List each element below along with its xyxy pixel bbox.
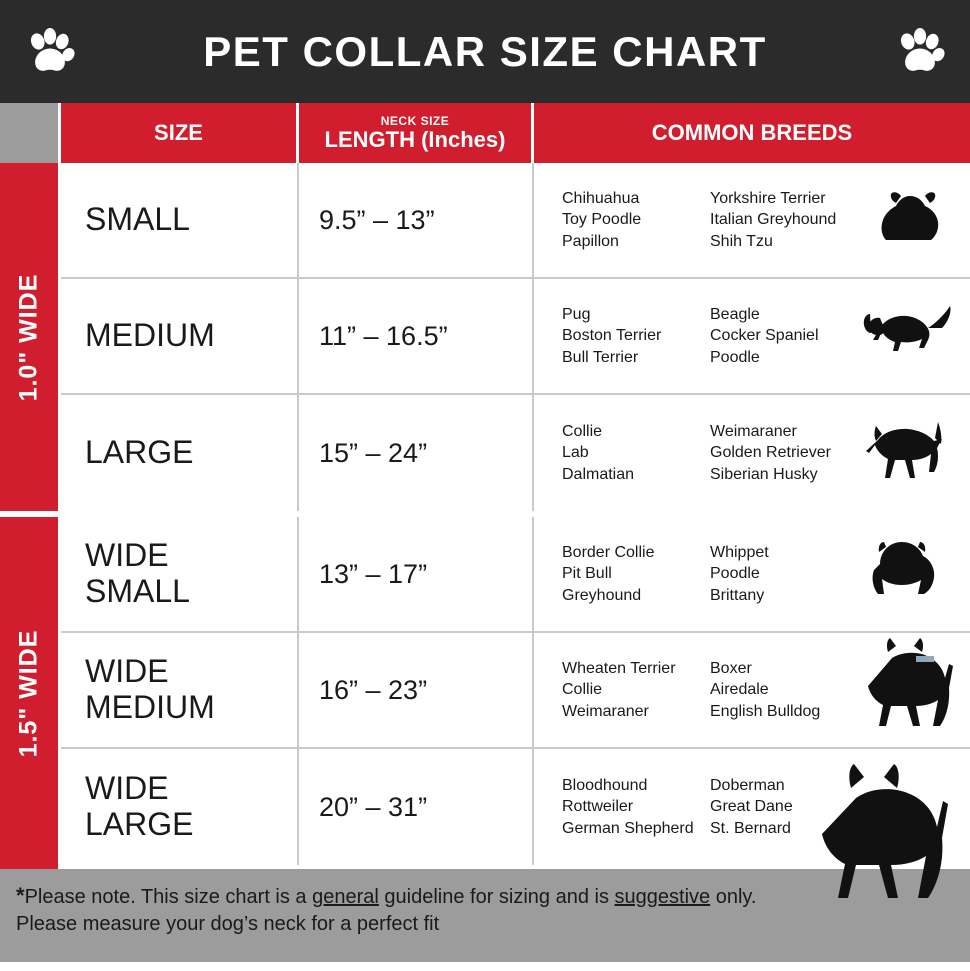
breed-item: Border Collie xyxy=(562,544,655,562)
row-size-cell xyxy=(61,749,299,865)
breed-item: Beagle xyxy=(710,306,760,324)
footer-text-c: only. xyxy=(710,886,757,908)
row-length-cell: 9.5” – 13” xyxy=(299,163,534,277)
group-width-label-text: 1.0" WIDE xyxy=(14,273,43,401)
pomeranian-silhouette-icon xyxy=(874,188,952,255)
breeds-column-1 xyxy=(562,304,710,367)
footer-text-a: Please note. This size chart is a xyxy=(24,886,313,908)
size-table xyxy=(0,103,970,869)
table-row xyxy=(61,395,970,511)
breed-item: Chihuahua xyxy=(562,190,640,208)
breeds-column-1 xyxy=(562,421,710,484)
table-header-corner xyxy=(0,103,61,163)
breed-item: Bloodhound xyxy=(562,777,648,795)
breed-item: Doberman xyxy=(710,777,785,795)
row-breeds-cell xyxy=(534,633,970,747)
row-size-cell xyxy=(61,395,299,511)
breed-item: Airedale xyxy=(710,681,769,699)
breed-item: German Shepherd xyxy=(562,819,694,837)
group-width-label-text: 1.5" WIDE xyxy=(14,629,43,757)
breed-item: Collie xyxy=(562,681,603,699)
row-size-line1: SMALL xyxy=(85,201,190,238)
paw-icon xyxy=(892,24,948,80)
breed-item: Poodle xyxy=(710,565,760,583)
breeds-column-2 xyxy=(710,304,870,367)
breeds-column-1 xyxy=(562,542,710,605)
row-breeds-cell xyxy=(534,395,970,511)
row-size-line1: WIDE xyxy=(85,537,169,574)
breed-item: Yorkshire Terrier xyxy=(710,190,826,208)
row-size-cell xyxy=(61,279,299,393)
bulldog-silhouette-icon xyxy=(860,530,952,617)
table-header-length xyxy=(299,103,534,163)
breed-item: Boston Terrier xyxy=(562,327,662,345)
asterisk: * xyxy=(16,883,25,908)
footer-underline-suggestive: suggestive xyxy=(614,886,711,908)
group-width-label-1 xyxy=(0,163,61,511)
breed-item: Boxer xyxy=(710,660,752,678)
breed-item: Weimaraner xyxy=(710,423,797,441)
row-size-line2: SMALL xyxy=(85,573,190,609)
row-length-cell: 15” – 24” xyxy=(299,395,534,511)
breed-item: Dalmatian xyxy=(562,465,635,483)
breeds-column-2 xyxy=(710,421,870,484)
breed-item: Collie xyxy=(562,423,603,441)
table-header-breeds: COMMON BREEDS xyxy=(534,103,970,163)
breed-item: Italian Greyhound xyxy=(710,211,837,229)
row-size-cell xyxy=(61,633,299,747)
row-size-cell xyxy=(61,517,299,631)
breeds-column-2 xyxy=(710,658,870,721)
footer-line-2: Please measure your dog’s neck for a perfect fit xyxy=(16,913,440,935)
breed-item: Greyhound xyxy=(562,586,642,604)
table-header-size: SIZE xyxy=(61,103,299,163)
breeds-column-1 xyxy=(562,188,710,251)
row-size-line1: MEDIUM xyxy=(85,317,215,354)
footer-text-b: guideline for sizing and is xyxy=(378,886,615,908)
breed-item: Papillon xyxy=(562,232,619,250)
row-length-cell: 11” – 16.5” xyxy=(299,279,534,393)
table-header-length-main: LENGTH (Inches) xyxy=(324,127,506,152)
table-row xyxy=(61,163,970,279)
paw-icon xyxy=(22,24,78,80)
breed-item: Shih Tzu xyxy=(710,232,773,250)
breed-item: Golden Retriever xyxy=(710,444,831,462)
row-length-cell: 13” – 17” xyxy=(299,517,534,631)
breed-item: Bull Terrier xyxy=(562,348,639,366)
row-size-line2: LARGE xyxy=(85,806,194,842)
breed-item: Pug xyxy=(562,306,591,324)
breeds-column-2 xyxy=(710,542,870,605)
breeds-column-2 xyxy=(710,188,870,251)
page-header xyxy=(0,0,970,103)
breed-item: Toy Poodle xyxy=(562,211,642,229)
page-title: PET COLLAR SIZE CHART xyxy=(203,27,767,75)
table-row xyxy=(61,517,970,633)
breed-item: Rottweiler xyxy=(562,798,634,816)
group-1-0-wide xyxy=(0,163,970,511)
breed-item: Poodle xyxy=(710,348,760,366)
breed-item: Wheaten Terrier xyxy=(562,660,676,678)
breed-item: Great Dane xyxy=(710,798,793,816)
row-breeds-cell xyxy=(534,163,970,277)
breed-item: English Bulldog xyxy=(710,702,821,720)
breed-item: Siberian Husky xyxy=(710,465,818,483)
breeds-column-1 xyxy=(562,775,710,838)
breeds-column-1 xyxy=(562,658,710,721)
row-size-cell xyxy=(61,163,299,277)
breed-item: Lab xyxy=(562,444,589,462)
beagle-silhouette-icon xyxy=(858,298,962,375)
table-row xyxy=(61,633,970,749)
breed-item: Pit Bull xyxy=(562,565,612,583)
row-size-line2: MEDIUM xyxy=(85,689,215,725)
row-breeds-cell xyxy=(534,517,970,631)
breed-item: Whippet xyxy=(710,544,769,562)
table-row xyxy=(61,279,970,395)
row-size-line1: LARGE xyxy=(85,434,194,471)
table-header-row xyxy=(0,103,970,163)
row-length-cell: 20” – 31” xyxy=(299,749,534,865)
breed-item: Brittany xyxy=(710,586,765,604)
great-dane-silhouette-icon xyxy=(798,752,964,927)
footer-underline-general: general xyxy=(312,886,379,908)
row-breeds-cell xyxy=(534,279,970,393)
table-header-length-sub: NECK SIZE xyxy=(380,114,450,128)
breed-item: St. Bernard xyxy=(710,819,791,837)
group-width-label-2 xyxy=(0,517,61,869)
row-length-cell: 16” – 23” xyxy=(299,633,534,747)
breed-item: Cocker Spaniel xyxy=(710,327,819,345)
breed-item: Weimaraner xyxy=(562,702,649,720)
row-size-line1: WIDE xyxy=(85,653,169,690)
row-size-line1: WIDE xyxy=(85,770,169,807)
